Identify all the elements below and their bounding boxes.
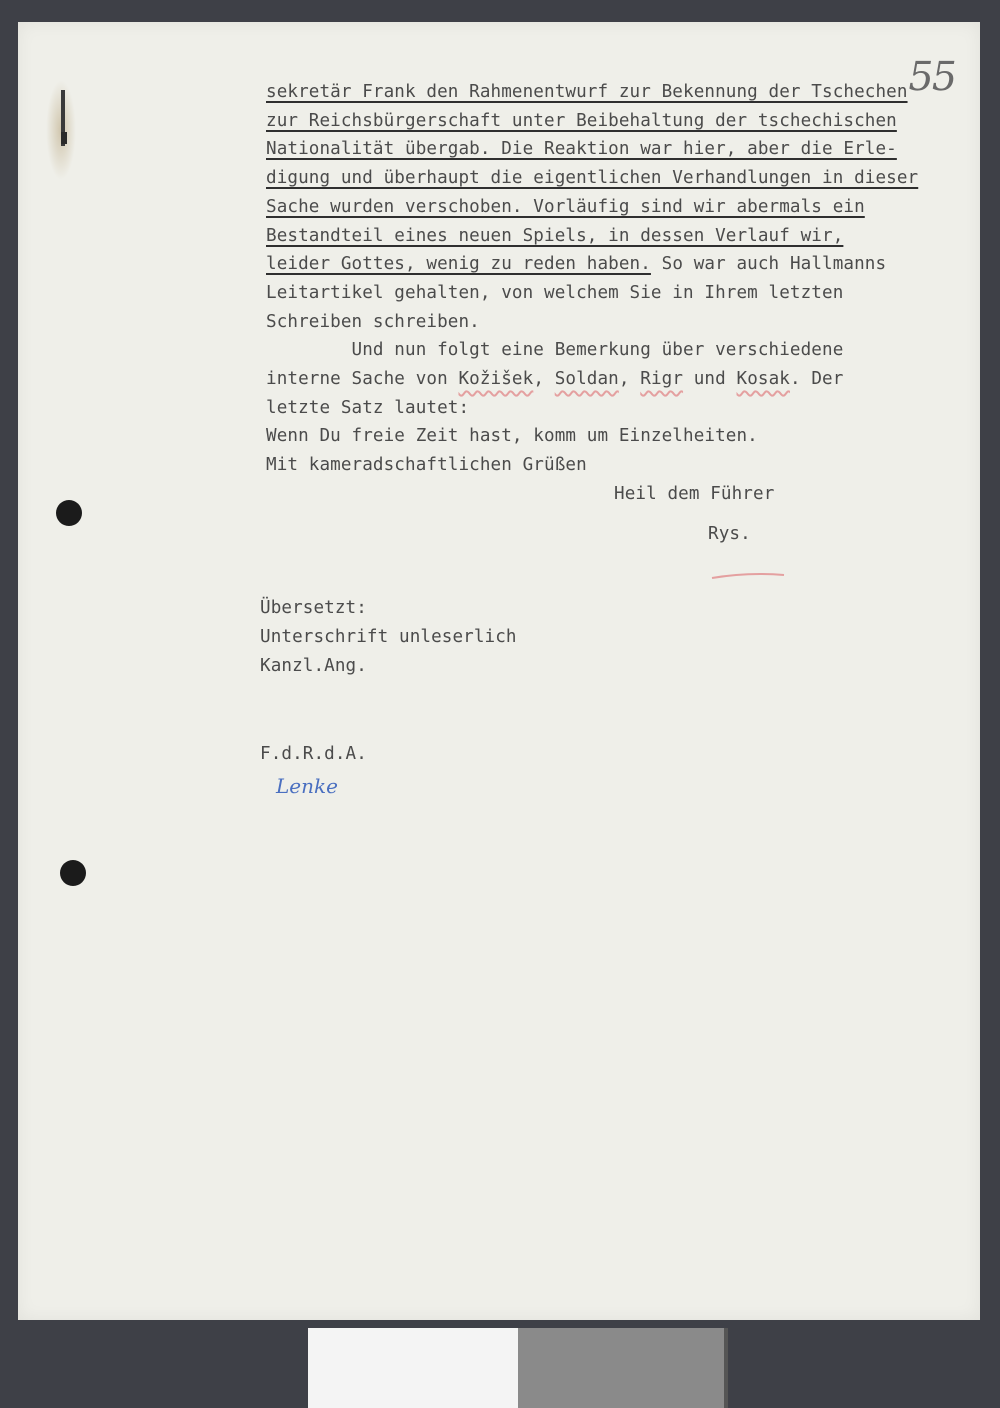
signature-name: Rys. (708, 524, 751, 544)
text-segment: Leitartikel gehalten, von welchem Sie in Ihrem letzten (266, 282, 844, 303)
text-segment: Schreiben schreiben. (266, 311, 480, 332)
text-line (266, 226, 843, 246)
text-segment: Soldan (554, 369, 619, 389)
text-segment: zur Reichsbürgerschaft unter Beibehaltung der tschechischen (266, 110, 897, 131)
text-line (266, 312, 480, 332)
text-segment: Kožišek (458, 369, 534, 389)
staple-mark-end (61, 132, 67, 144)
text-segment: Kosak (736, 369, 790, 389)
text-segment: , (533, 369, 555, 389)
punch-hole-top (56, 500, 82, 526)
fdrda-label: F.d.R.d.A. (260, 744, 367, 764)
text-segment: letzte Satz lautet: (266, 397, 470, 418)
signature-note: Unterschrift unleserlich (260, 627, 517, 647)
text-line (266, 139, 897, 159)
text-segment: Wenn Du freie Zeit hast, komm um Einzelheiten. (266, 426, 758, 447)
text-segment: Bestandteil eines neuen Spiels, in dessen Verlauf wir, (266, 225, 844, 246)
text-segment: , (618, 369, 641, 389)
text-segment: Rigr (640, 369, 684, 389)
text-segment: sekretär Frank den Rahmenentwurf zur Bekennung der Tschechen (266, 82, 908, 102)
text-line (266, 283, 843, 303)
red-pencil-mark (711, 572, 785, 580)
punch-hole-bottom (60, 860, 86, 886)
handwritten-signature: Lenke (276, 774, 338, 798)
color-swatch-gray (518, 1328, 724, 1408)
text-segment: leider Gottes, wenig zu reden haben. (266, 254, 651, 275)
position-label: Kanzl.Ang. (260, 656, 367, 676)
translated-label: Übersetzt: (260, 598, 367, 618)
text-line (266, 82, 908, 102)
page-number: 55 (903, 54, 959, 100)
text-segment: Mit kameradschaftlichen Grüßen (266, 455, 587, 476)
text-line (266, 426, 758, 446)
text-line (266, 111, 897, 131)
text-segment: und (683, 369, 737, 389)
text-line (266, 254, 886, 274)
text-line (266, 455, 587, 475)
text-line (266, 369, 843, 389)
text-segment: Sache wurden verschoben. Vorläufig sind wir abermals ein (266, 196, 865, 217)
color-swatch-edge (724, 1328, 728, 1408)
text-line (266, 340, 843, 360)
text-segment: Nationalität übergab. Die Reaktion war hier, aber die Erle- (266, 139, 897, 160)
color-swatch-light (308, 1328, 518, 1408)
text-line (266, 168, 918, 188)
document-page (18, 22, 980, 1320)
text-line (266, 197, 865, 217)
closing-greeting: Heil dem Führer (614, 484, 775, 504)
text-segment: Und nun folgt eine Bemerkung über verschiedene (266, 340, 844, 361)
text-segment: digung und überhaupt die eigentlichen Verhandlungen in dieser (266, 168, 919, 189)
text-line (266, 398, 469, 418)
text-segment: So war auch Hallmanns (650, 254, 887, 275)
text-segment: interne Sache von (266, 369, 459, 389)
text-segment: . Der (789, 369, 844, 389)
